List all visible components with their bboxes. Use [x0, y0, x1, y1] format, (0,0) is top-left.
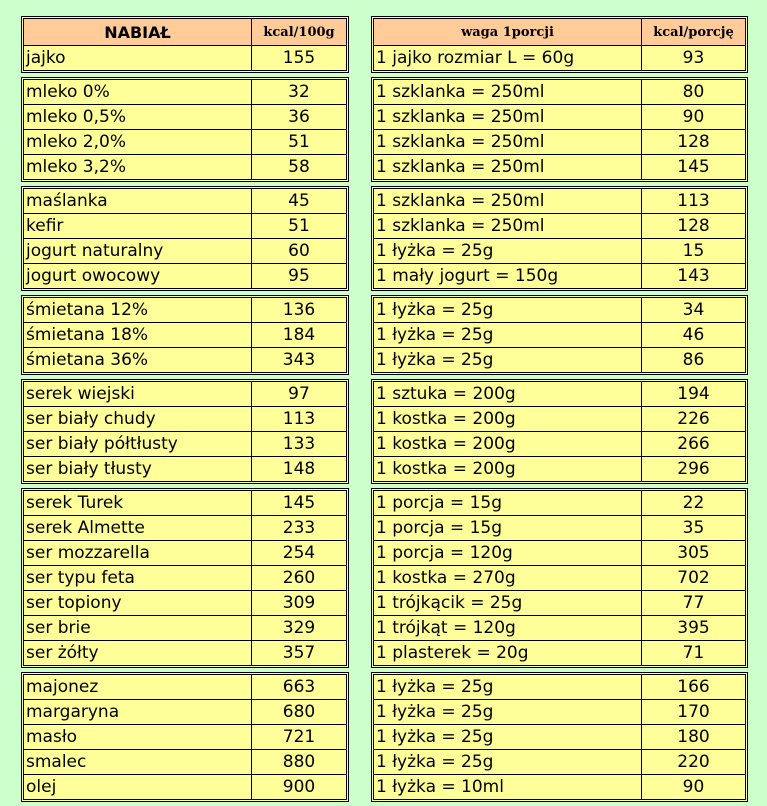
- portion-size: 1 porcja = 120g: [374, 541, 642, 565]
- kcal-per-portion: 194: [677, 384, 710, 404]
- table-row: [24, 431, 346, 456]
- kcal-per-100g: 155: [282, 48, 316, 68]
- kcal-per-100g: 357: [282, 643, 316, 663]
- table-row: [374, 80, 745, 104]
- table-row: [374, 213, 745, 238]
- table-row: [374, 382, 745, 406]
- table-row: [374, 406, 745, 431]
- table-row: [374, 45, 745, 70]
- portion-size: 1 szklanka = 250ml: [374, 189, 642, 213]
- product-name: masło: [24, 725, 252, 749]
- header-unit: kcal/porcję: [642, 19, 745, 45]
- table-row: [24, 615, 346, 640]
- kcal-per-100g: 113: [282, 409, 316, 429]
- portion-size: 1 kostka = 200g: [374, 432, 642, 456]
- product-name: jajko: [24, 46, 252, 70]
- table-group: [21, 672, 349, 802]
- portion-size: 1 szklanka = 250ml: [374, 105, 642, 129]
- table-row: [24, 347, 346, 372]
- table-header: [24, 19, 346, 45]
- kcal-per-100g: 148: [282, 459, 316, 479]
- table-group: [21, 16, 349, 73]
- product-name: śmietana 18%: [24, 323, 252, 347]
- kcal-per-portion: 166: [677, 677, 710, 697]
- kcal-per-portion: 77: [682, 593, 705, 613]
- kcal-per-100g: 260: [282, 568, 316, 588]
- table-group: [21, 379, 349, 484]
- table-row: [374, 675, 745, 699]
- portion-size: 1 kostka = 200g: [374, 407, 642, 431]
- kcal-per-portion: 305: [677, 543, 710, 563]
- table-group: [371, 295, 748, 375]
- header-unit: kcal/100g: [252, 19, 346, 45]
- kcal-per-portion: 93: [682, 48, 705, 68]
- table-row: [24, 724, 346, 749]
- product-name: serek Almette: [24, 516, 252, 540]
- table-row: [24, 80, 346, 104]
- product-name: serek wiejski: [24, 382, 252, 406]
- kcal-per-100g: 145: [282, 493, 316, 513]
- table-group: [371, 672, 748, 802]
- table-row: [24, 515, 346, 540]
- kcal-per-portion: 143: [677, 266, 710, 286]
- table-row: [374, 347, 745, 372]
- product-name: jogurt naturalny: [24, 239, 252, 263]
- kcal-per-portion: 90: [682, 777, 705, 797]
- product-name: maślanka: [24, 189, 252, 213]
- kcal-per-portion: 71: [682, 643, 705, 663]
- kcal-per-100g: 254: [282, 543, 316, 563]
- kcal-per-100g: 36: [288, 107, 310, 127]
- kcal-per-100g: 329: [282, 618, 316, 638]
- portion-size: 1 plasterek = 20g: [374, 641, 642, 665]
- portion-size: 1 sztuka = 200g: [374, 382, 642, 406]
- table-row: [374, 129, 745, 154]
- product-name: ser biały tłusty: [24, 457, 252, 481]
- kcal-per-100g: 136: [282, 300, 316, 320]
- kcal-per-100g: 233: [282, 518, 316, 538]
- product-name: mleko 0,5%: [24, 105, 252, 129]
- portion-size: 1 łyżka = 25g: [374, 675, 642, 699]
- kcal-per-portion: 113: [677, 191, 710, 211]
- table-group: [371, 379, 748, 484]
- kcal-per-portion: 15: [682, 241, 705, 261]
- product-name: smalec: [24, 750, 252, 774]
- table-group: [371, 77, 748, 182]
- portion-size: 1 łyżka = 25g: [374, 323, 642, 347]
- table-row: [374, 699, 745, 724]
- table-row: [24, 322, 346, 347]
- kcal-per-portion: 702: [677, 568, 710, 588]
- table-header: [374, 19, 745, 45]
- product-name: serek Turek: [24, 491, 252, 515]
- portion-size: 1 szklanka = 250ml: [374, 80, 642, 104]
- table-row: [374, 590, 745, 615]
- table-row: [374, 263, 745, 288]
- table-row: [24, 238, 346, 263]
- kcal-per-100g: 133: [282, 434, 316, 454]
- kcal-per-100g: 58: [288, 157, 310, 177]
- product-name: mleko 3,2%: [24, 155, 252, 179]
- product-name: majonez: [24, 675, 252, 699]
- portion-size: 1 łyżka = 25g: [374, 750, 642, 774]
- table-group: [371, 186, 748, 291]
- kcal-per-100g: 51: [288, 132, 310, 152]
- table-row: [374, 749, 745, 774]
- kcal-per-portion: 395: [677, 618, 710, 638]
- table-row: [24, 129, 346, 154]
- table-row: [24, 491, 346, 515]
- product-name: mleko 0%: [24, 80, 252, 104]
- portion-size: 1 szklanka = 250ml: [374, 155, 642, 179]
- kcal-per-100g: 900: [282, 777, 316, 797]
- table-group: [371, 16, 748, 73]
- kcal-per-portion: 90: [682, 107, 705, 127]
- kcal-per-portion: 180: [677, 727, 710, 747]
- portion-size: 1 łyżka = 25g: [374, 700, 642, 724]
- kcal-per-portion: 34: [682, 300, 705, 320]
- portion-size: 1 porcja = 15g: [374, 491, 642, 515]
- portion-size: 1 porcja = 15g: [374, 516, 642, 540]
- table-row: [24, 565, 346, 590]
- product-name: olej: [24, 775, 252, 799]
- table-row: [374, 189, 745, 213]
- kcal-per-100g: 32: [288, 82, 310, 102]
- kcal-per-100g: 343: [282, 350, 316, 370]
- table-row: [374, 640, 745, 665]
- table-row: [24, 189, 346, 213]
- table-row: [374, 515, 745, 540]
- table-row: [374, 154, 745, 179]
- kcal-per-portion: 22: [682, 493, 705, 513]
- product-name: mleko 2,0%: [24, 130, 252, 154]
- portion-size: 1 łyżka = 25g: [374, 725, 642, 749]
- calories-per-100g-table: [21, 16, 349, 806]
- kcal-per-100g: 663: [282, 677, 316, 697]
- kcal-per-100g: 680: [282, 702, 316, 722]
- kcal-per-100g: 721: [282, 727, 316, 747]
- table-group: [371, 488, 748, 668]
- table-row: [24, 298, 346, 322]
- table-row: [374, 615, 745, 640]
- table-row: [24, 154, 346, 179]
- table-row: [24, 263, 346, 288]
- table-row: [374, 322, 745, 347]
- portion-size: 1 łyżka = 25g: [374, 298, 642, 322]
- portion-size: 1 kostka = 200g: [374, 457, 642, 481]
- kcal-per-100g: 51: [288, 216, 310, 236]
- table-row: [374, 298, 745, 322]
- product-name: ser topiony: [24, 591, 252, 615]
- table-row: [24, 675, 346, 699]
- table-group: [21, 77, 349, 182]
- portion-size: 1 mały jogurt = 150g: [374, 264, 642, 288]
- table-row: [24, 456, 346, 481]
- product-name: ser biały półtłusty: [24, 432, 252, 456]
- table-row: [24, 699, 346, 724]
- product-name: ser typu feta: [24, 566, 252, 590]
- portion-size: 1 jajko rozmiar L = 60g: [374, 46, 642, 70]
- product-name: margaryna: [24, 700, 252, 724]
- kcal-per-100g: 95: [288, 266, 310, 286]
- kcal-per-portion: 226: [677, 409, 710, 429]
- portion-size: 1 łyżka = 25g: [374, 348, 642, 372]
- table-group: [21, 186, 349, 291]
- table-row: [374, 491, 745, 515]
- product-name: śmietana 12%: [24, 298, 252, 322]
- kcal-per-100g: 184: [282, 325, 316, 345]
- table-group: [21, 488, 349, 668]
- table-row: [374, 565, 745, 590]
- portion-size: 1 trójkąt = 120g: [374, 616, 642, 640]
- table-row: [24, 640, 346, 665]
- kcal-per-100g: 60: [288, 241, 310, 261]
- product-name: ser biały chudy: [24, 407, 252, 431]
- table-row: [374, 238, 745, 263]
- portion-size: 1 łyżka = 25g: [374, 239, 642, 263]
- product-name: kefir: [24, 214, 252, 238]
- portion-size: 1 szklanka = 250ml: [374, 214, 642, 238]
- table-row: [24, 213, 346, 238]
- kcal-per-portion: 80: [682, 82, 705, 102]
- table-row: [24, 382, 346, 406]
- product-name: ser brie: [24, 616, 252, 640]
- table-row: [24, 104, 346, 129]
- table-row: [374, 104, 745, 129]
- kcal-per-portion: 296: [677, 459, 710, 479]
- kcal-per-portion: 170: [677, 702, 710, 722]
- kcal-per-100g: 309: [282, 593, 316, 613]
- table-row: [374, 456, 745, 481]
- table-row: [24, 590, 346, 615]
- header-label: NABIAŁ: [24, 19, 252, 45]
- table-row: [24, 406, 346, 431]
- table-row: [374, 774, 745, 799]
- table-row: [24, 540, 346, 565]
- table-row: [374, 540, 745, 565]
- kcal-per-100g: 97: [288, 384, 310, 404]
- table-row: [24, 45, 346, 70]
- kcal-per-portion: 220: [677, 752, 710, 772]
- kcal-per-portion: 35: [682, 518, 705, 538]
- product-name: śmietana 36%: [24, 348, 252, 372]
- portion-size: 1 kostka = 270g: [374, 566, 642, 590]
- kcal-per-100g: 880: [282, 752, 316, 772]
- table-group: [21, 295, 349, 375]
- product-name: ser żółty: [24, 641, 252, 665]
- table-row: [24, 774, 346, 799]
- kcal-per-portion: 266: [677, 434, 710, 454]
- product-name: ser mozzarella: [24, 541, 252, 565]
- portion-size: 1 łyżka = 10ml: [374, 775, 642, 799]
- kcal-per-100g: 45: [288, 191, 310, 211]
- kcal-per-portion: 86: [682, 350, 705, 370]
- table-row: [24, 749, 346, 774]
- kcal-per-portion: 128: [677, 216, 710, 236]
- product-name: jogurt owocowy: [24, 264, 252, 288]
- portion-size: 1 szklanka = 250ml: [374, 130, 642, 154]
- portion-size: 1 trójkącik = 25g: [374, 591, 642, 615]
- portion-calories-table: [371, 16, 748, 806]
- kcal-per-portion: 145: [677, 157, 710, 177]
- header-label: waga 1porcji: [374, 19, 642, 45]
- table-row: [374, 431, 745, 456]
- table-row: [374, 724, 745, 749]
- kcal-per-portion: 128: [677, 132, 710, 152]
- kcal-per-portion: 46: [682, 325, 705, 345]
